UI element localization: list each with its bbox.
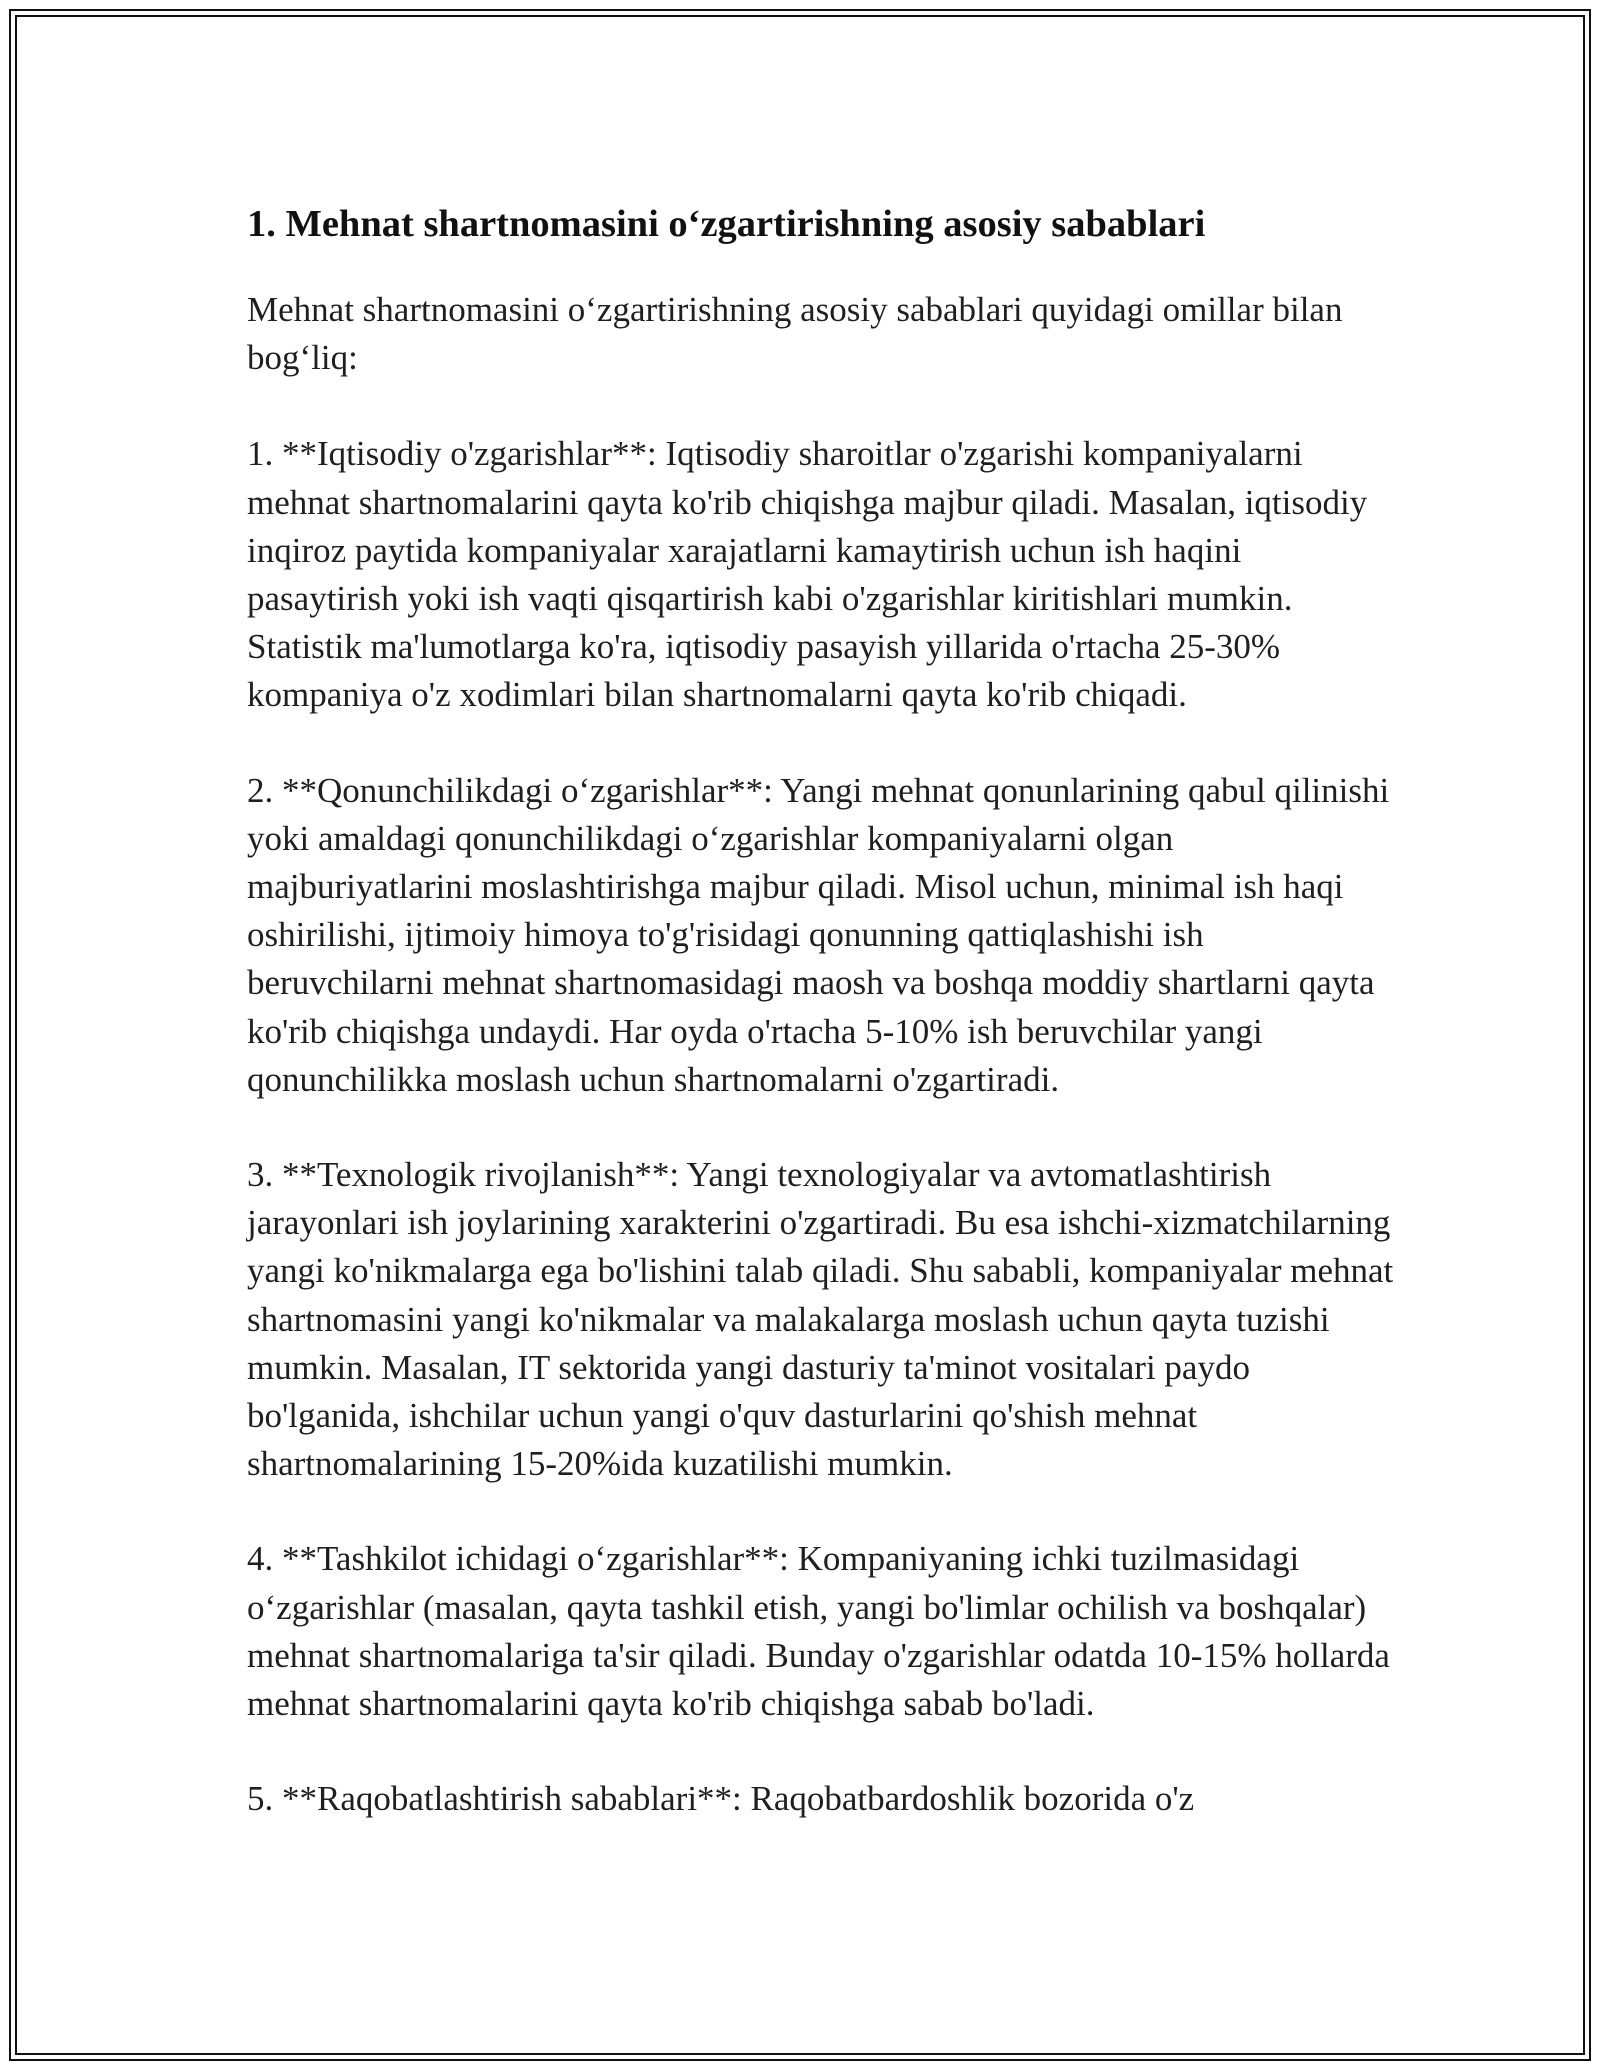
- reason-paragraph-4: 4. **Tashkilot ichidagi o‘zgarishlar**: Kompaniyaning ichki tuzilmasidagi o‘zgarishlar (masalan, qayta tashkil etish, yangi bo'limlar ochilish va boshqalar) mehnat shartnomalariga ta'sir qiladi. Bunday o'zgarishlar odatda 10-15% hollarda mehnat shartnomalarini qayta ko'rib chiqishga sabab bo'ladi.: [247, 1539, 1390, 1724]
- document-content: [247, 196, 1397, 1870]
- page-title: 1. Mehnat shartnomasini o‘zgartirishning asosiy sabablari: [247, 203, 1206, 245]
- reason-paragraph-2: 2. **Qonunchilikdagi o‘zgarishlar**: Yangi mehnat qonunlarining qabul qilinishi yoki amaldagi qonunchilikdagi o‘zgarishlar kompaniyalarni olgan majburiyatlarini moslashtirishga majbur qiladi. Misol uchun, minimal ish haqi oshirilishi, ijtimoiy himoya to'g'risidagi qonunning qattiqlashishi ish beruvchilarni mehnat shartnomasidagi maosh va boshqa moddiy shartlarni qayta ko'rib chiqishga undaydi. Har oyda o'rtacha 5-10% ish beruvchilar yangi qonunchilikka moslash uchun shartnomalarni o'zgartiradi.: [247, 770, 1390, 1099]
- reason-paragraph-3: 3. **Texnologik rivojlanish**: Yangi texnologiyalar va avtomatlashtirish jarayonlari ish joylarining xarakterini o'zgartiradi. Bu esa ishchi-xizmatchilarning yangi ko'nikmalarga ega bo'lishini talab qiladi. Shu sababli, kompaniyalar mehnat shartnomasini yangi ko'nikmalar va malakalarga moslash uchun qayta tuzishi mumkin. Masalan, IT sektorida yangi dasturiy ta'minot vositalari paydo bo'lganida, ishchilar uchun yangi o'quv dasturlarini qo'shish mehnat shartnomalarining 15-20%ida kuzatilishi mumkin.: [247, 1155, 1394, 1484]
- reason-paragraph-5: 5. **Raqobatlashtirish sabablari**: Raqobatbardoshlik bozorida o'z: [247, 1779, 1195, 1819]
- reason-paragraph-1: 1. **Iqtisodiy o'zgarishlar**: Iqtisodiy sharoitlar o'zgarishi kompaniyalarni mehnat shartnomalarini qayta ko'rib chiqishga majbur qiladi. Masalan, iqtisodiy inqiroz paytida kompaniyalar xarajatlarni kamaytirish uchun ish haqini pasaytirish yoki ish vaqti qisqartirish kabi o'zgarishlar kiritishlari mumkin. Statistik ma'lumotlarga ko'ra, iqtisodiy pasayish yillarida o'rtacha 25-30% kompaniya o'z xodimlari bilan shartnomalarni qayta ko'rib chiqadi.: [247, 434, 1368, 715]
- intro-paragraph: Mehnat shartnomasini o‘zgartirishning asosiy sabablari quyidagi omillar bilan bog‘liq:: [247, 290, 1343, 378]
- page-frame: [9, 9, 1591, 2061]
